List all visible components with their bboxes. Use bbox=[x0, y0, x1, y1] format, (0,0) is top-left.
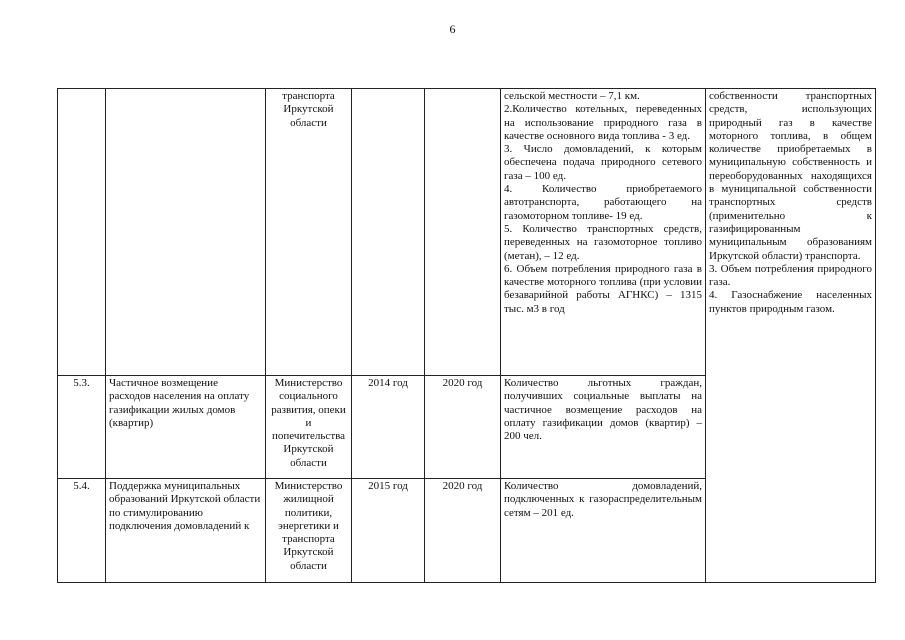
results-item: 3. Объем потребления природного газа. bbox=[709, 262, 872, 289]
executor-cell: транспорта Иркутской области bbox=[266, 89, 352, 376]
event-title-cell: Поддержка муниципальных образований Иркутской области по стимулированию подключения домовладений к bbox=[106, 479, 266, 583]
program-table bbox=[57, 88, 876, 583]
start-year-cell: 2014 год bbox=[352, 376, 425, 479]
end-year-cell bbox=[425, 89, 501, 376]
executor-cell: Министерство социального развития, опеки и попечительства Иркутской области bbox=[266, 376, 352, 479]
row-number-cell: 5.3. bbox=[58, 376, 106, 479]
indicator-line: сельской местности – 7,1 км. bbox=[504, 90, 640, 102]
indicator-line: Количество домовладений, подключенных к газораспределительным сетям – 201 ед. bbox=[504, 480, 702, 519]
indicator-line: 4. Количество приобретаемого автотранспорта, работающего на газомоторном топливе- 19 ед. bbox=[504, 183, 702, 222]
row-number-cell: 5.4. bbox=[58, 479, 106, 583]
indicators-cell bbox=[501, 89, 706, 376]
executor-cell: Министерство жилищной политики, энергетики и транспорта Иркутской области bbox=[266, 479, 352, 583]
indicator-line: 5. Количество транспортных средств, переведенных на газомоторное топливо (метан), – 12 ед. bbox=[504, 222, 702, 262]
indicator-line: 6. Объем потребления природного газа в качестве моторного топлива (при условии безаварийной работы АГНКС) – 1315 тыс. м3 в год bbox=[504, 262, 702, 315]
indicators-cell bbox=[501, 376, 706, 479]
event-title-cell bbox=[106, 89, 266, 376]
indicators-cell bbox=[501, 479, 706, 583]
event-title-cell: Частичное возмещение расходов населения на оплату газификации жилых домов (квартир) bbox=[106, 376, 266, 479]
table-row bbox=[58, 89, 876, 376]
results-cell bbox=[706, 89, 876, 583]
indicator-line: Количество льготных граждан, получивших социальные выплаты на частичное возмещение расходов на оплату газификации домов (квартир) – 200 чел. bbox=[504, 377, 702, 443]
results-item: 4. Газоснабжение населенных пунктов природным газом. bbox=[709, 289, 872, 315]
indicator-line: 3. Число домовладений, к которым обеспечена подача природного сетевого газа – 100 ед. bbox=[504, 143, 702, 182]
indicator-line: 2.Количество котельных, переведенных на использование природного газа в качестве основного вида топлива - 3 ед. bbox=[504, 103, 702, 142]
start-year-cell: 2015 год bbox=[352, 479, 425, 583]
results-text: собственности транспортных средств, использующих природный газ в качестве моторного топлива, в общем количестве приобретаемых в муниципальную собственность и переоборудованных находящихся в муниципальной собственности транспортных средств (применительно к газифицированным муниципальным образованиям Иркутской области) транспорта. bbox=[709, 90, 872, 262]
row-number-cell bbox=[58, 89, 106, 376]
start-year-cell bbox=[352, 89, 425, 376]
end-year-cell: 2020 год bbox=[425, 376, 501, 479]
end-year-cell: 2020 год bbox=[425, 479, 501, 583]
page-number: 6 bbox=[449, 22, 456, 36]
